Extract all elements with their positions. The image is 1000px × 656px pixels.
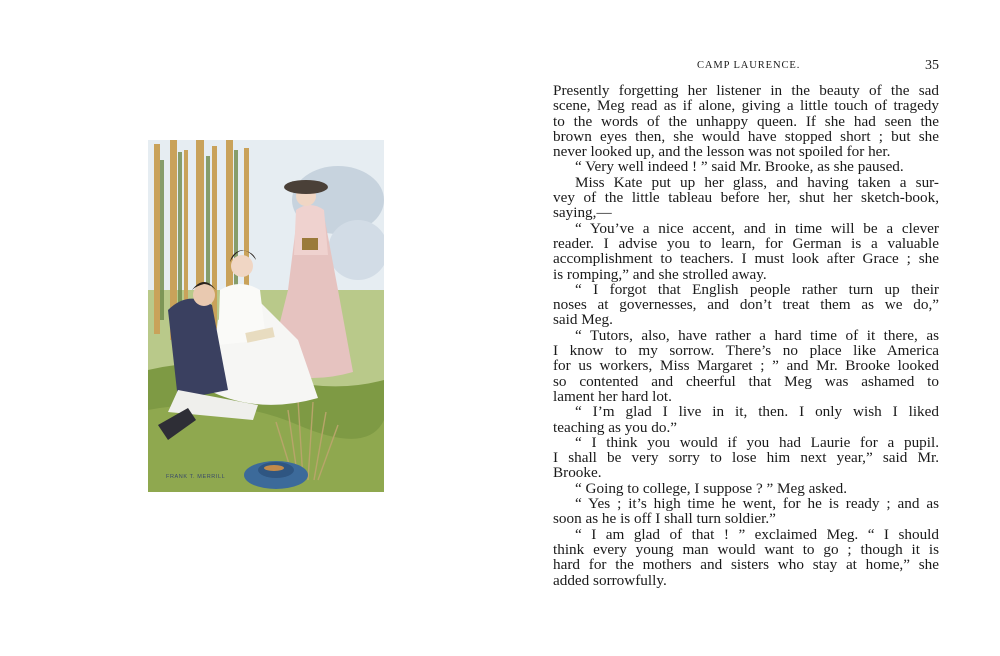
text-line: “ Yes ; it’s high time he went, for he is ready ; and as [575, 496, 939, 512]
text-line: brown eyes then, she would have stopped short ; but she [553, 128, 939, 145]
text-line: “ Tutors, also, have rather a hard time of it there, as [575, 327, 939, 344]
text-line: to the words of the unhappy queen. If she had seen the [553, 113, 939, 129]
text-line: so contented and cheerful that Meg was ashamed to [553, 373, 939, 389]
page-header [553, 60, 939, 78]
text-line: “ I forgot that English people rather turn up their [575, 281, 939, 298]
text-line: vey of the little tableau before her, shut her sketch-book, [553, 190, 939, 206]
page-number: 35 [925, 58, 939, 73]
text-line: soon as he is off I shall turn soldier.” [553, 511, 776, 527]
text-line: for us workers, Miss Margaret ; ” and Mr. Brooke looked [553, 358, 939, 374]
text-line: Presently forgetting her listener in the beauty of the sad [553, 83, 939, 99]
text-line: reader. I advise you to learn, for German is a valuable [553, 235, 939, 252]
text-line: “ I’m glad I live in it, then. I only wish I liked [575, 404, 939, 420]
text-line: added sorrowfully. [553, 572, 667, 588]
artist-signature: FRANK T. MERRILL [166, 474, 226, 480]
text-line: Miss Kate put up her glass, and having taken a sur- [575, 174, 939, 191]
running-head: CAMP LAURENCE. [697, 60, 801, 71]
text-line: accomplishment to teachers. I must look after Grace ; she [553, 251, 939, 267]
text-line: Brooke. [553, 465, 602, 481]
text-line: hard for the mothers and sisters who stay at home,” she [553, 557, 939, 573]
text-line: teaching as you do.” [553, 419, 677, 435]
text-line: “ Very well indeed ! ” said Mr. Brooke, as she paused. [575, 159, 904, 175]
text-line: “ Going to college, I suppose ? ” Meg asked. [575, 480, 848, 497]
illustration [148, 140, 384, 492]
text-line: saying,— [553, 205, 612, 221]
text-line: I shall be very sorry to lose him next year,” said Mr. [553, 450, 939, 466]
text-line: is romping,” and she strolled away. [553, 266, 767, 282]
illustration-picture [148, 140, 384, 492]
text-line: I know to my sorrow. There’s no place like America [553, 343, 939, 359]
text-line: lament her hard lot. [553, 388, 672, 405]
text-line: “ I think you would if you had Laurie for a pupil. [575, 434, 939, 451]
text-line: think every young man would want to go ; though it is [553, 541, 939, 558]
text-line: “ You’ve a nice accent, and in time will be a clever [575, 220, 939, 236]
text-line: never looked up, and the lesson was not spoiled for her. [553, 144, 891, 160]
text-line: scene, Meg read as if alone, giving a little touch of tragedy [553, 98, 939, 114]
text-line: said Meg. [553, 312, 613, 328]
text-line: “ I am glad of that ! ” exclaimed Meg. “ I should [575, 526, 939, 542]
body-text [553, 83, 939, 588]
text-line: noses at governesses, and don’t treat them as we do,” [553, 297, 939, 313]
